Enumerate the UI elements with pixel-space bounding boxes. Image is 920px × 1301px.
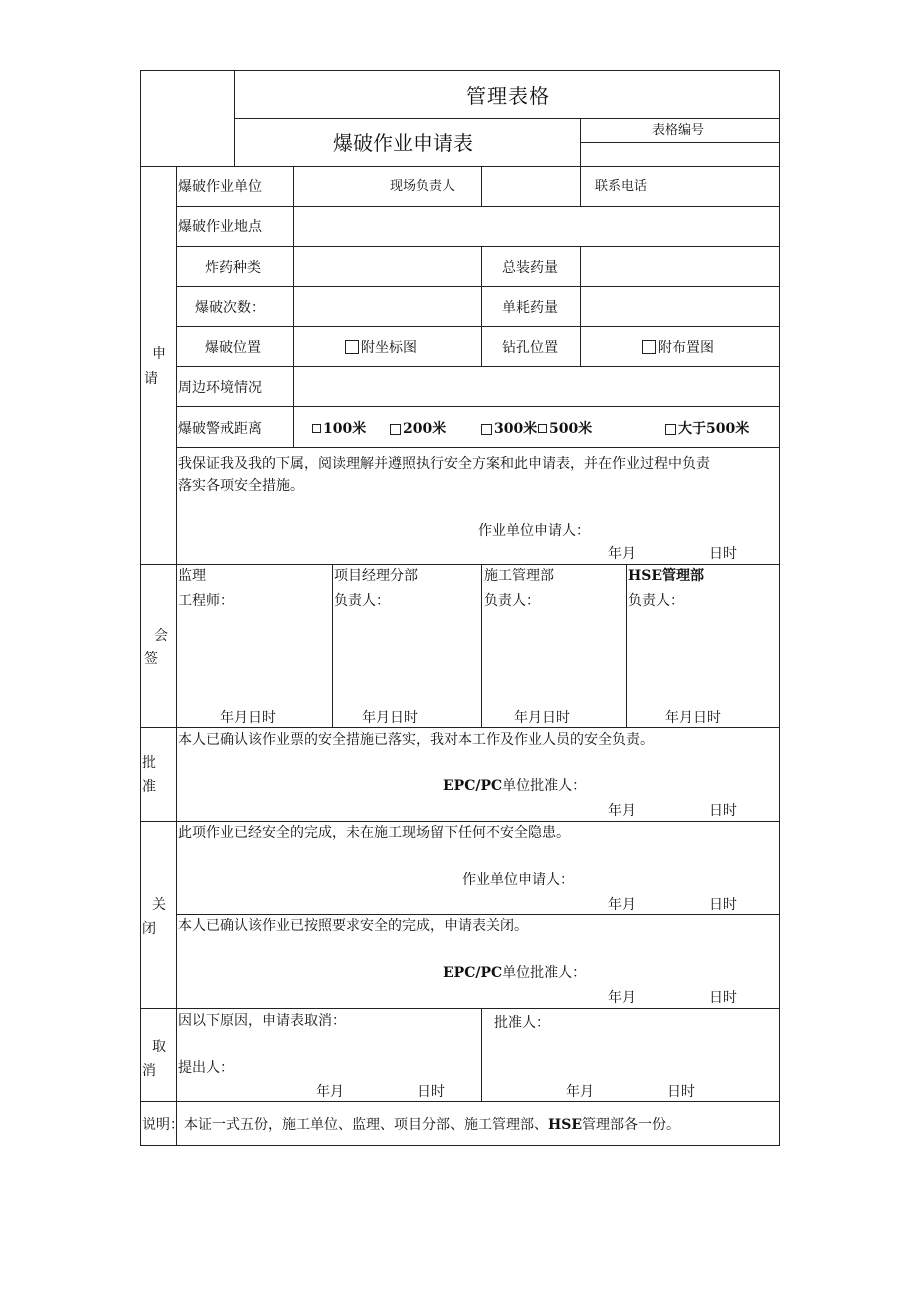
applicant-label: 作业单位申请人： <box>478 523 590 539</box>
unit-label: 爆破作业单位 <box>178 179 262 195</box>
close-date-dh-2: 日时 <box>709 990 737 1006</box>
footer-note <box>142 1116 680 1134</box>
border-top <box>140 70 780 71</box>
location-label: 爆破作业地点 <box>178 219 262 235</box>
warning-option-over-500[interactable] <box>665 420 749 438</box>
row-line <box>176 246 780 247</box>
note-prefix: 说明：本证一式五份，施工单位、监理、项目分部、施工管理部、 <box>142 1117 548 1133</box>
option-label: 附布置图 <box>658 340 714 356</box>
close-date-dh-1: 日时 <box>709 897 737 913</box>
border-right <box>779 70 780 1146</box>
phone-label: 联系电话 <box>595 179 648 194</box>
option-label: 大于500米 <box>678 421 750 437</box>
section-label-approve-2: 准 <box>142 779 156 795</box>
row-line <box>176 447 780 448</box>
cancel-reason-label: 因以下原因，申请表取消： <box>178 1013 346 1029</box>
section-label-sign-2: 签 <box>144 651 158 667</box>
leader-field[interactable] <box>488 178 574 196</box>
option-label: 300米 <box>494 421 538 437</box>
approve-date-ym: 年月 <box>608 803 636 819</box>
environment-label: 周边环境情况 <box>178 380 262 396</box>
approve-approver <box>443 777 586 795</box>
warning-option-500[interactable] <box>538 420 592 438</box>
approver-prefix: EPC/PC <box>443 965 503 981</box>
unit-field[interactable] <box>300 178 380 196</box>
mid-col-divider <box>481 246 482 366</box>
header-bottom <box>140 166 780 167</box>
cancel-approver-date-ym: 年月 <box>566 1084 594 1100</box>
border-bottom <box>140 1145 780 1146</box>
supervisor-label-1: 监理 <box>178 568 206 584</box>
unit-consumption-label: 单耗药量 <box>502 300 558 316</box>
blast-count-field[interactable] <box>300 299 475 317</box>
mid-col-divider <box>580 166 581 206</box>
cancel-approver-date-dh: 日时 <box>667 1084 695 1100</box>
option-label: 100米 <box>323 421 367 437</box>
cancel-approver-label: 批准人： <box>494 1015 550 1031</box>
drill-position-label: 钻孔位置 <box>502 340 558 356</box>
approve-statement: 本人已确认该作业票的安全措施已落实，我对本工作及作业人员的安全负责。 <box>178 732 654 748</box>
mid-col-divider <box>481 166 482 206</box>
form-subtitle: 爆破作业申请表 <box>333 131 473 155</box>
section-label-close-1: 关 <box>152 897 166 913</box>
approver-label: 单位批准人： <box>502 778 587 794</box>
mid-col-divider <box>580 246 581 366</box>
section-label-sign-1: 会 <box>154 628 168 644</box>
form-number-value[interactable] <box>590 146 770 164</box>
warning-option-200[interactable] <box>390 420 446 438</box>
total-charge-field[interactable] <box>588 259 773 277</box>
supervisor-date: 年月日时 <box>220 710 276 726</box>
apply-date-dh: 日时 <box>709 546 737 562</box>
sign-col-divider <box>332 564 333 727</box>
section-line <box>140 821 780 822</box>
phone-field[interactable] <box>665 178 773 196</box>
section-label-cancel-2: 消 <box>142 1063 156 1079</box>
checkbox[interactable] <box>481 424 492 435</box>
section-line <box>140 1008 780 1009</box>
warning-option-300[interactable] <box>481 420 537 438</box>
explosive-field[interactable] <box>300 259 475 277</box>
label-col-divider <box>293 166 294 447</box>
approver-prefix: EPC/PC <box>443 778 503 794</box>
guarantee-statement-line1: 我保证我及我的下属，阅读理解并遵照执行安全方案和此申请表，并在作业过程中负责 <box>178 456 710 472</box>
hse-label-2: 负责人： <box>628 593 684 609</box>
pm-date: 年月日时 <box>362 710 418 726</box>
pm-label-2: 负责人： <box>334 593 390 609</box>
header-mid-line <box>234 118 780 119</box>
hse-date: 年月日时 <box>665 710 721 726</box>
total-charge-label: 总装药量 <box>502 260 558 276</box>
cancel-proposer-label: 提出人： <box>178 1060 234 1076</box>
note-hse: HSE <box>548 1117 583 1133</box>
pm-label-1: 项目经理分部 <box>334 568 418 584</box>
construction-label-2: 负责人： <box>484 593 540 609</box>
form-no-line <box>580 142 780 143</box>
close-statement-2: 本人已确认该作业已按照要求安全的完成，申请表关闭。 <box>178 918 528 934</box>
section-line <box>140 564 780 565</box>
option-label: 500米 <box>549 421 593 437</box>
leader-label: 现场负责人 <box>390 179 456 194</box>
option-label: 附坐标图 <box>361 340 417 356</box>
section-label-approve-1: 批 <box>142 755 156 771</box>
drill-position-option[interactable] <box>642 339 714 357</box>
page-title: 管理表格 <box>466 84 550 108</box>
row-line <box>176 366 780 367</box>
checkbox[interactable] <box>538 424 547 433</box>
row-line <box>176 914 780 915</box>
guarantee-statement-line2: 落实各项安全措施。 <box>178 478 304 494</box>
section-label-apply-2: 请 <box>144 371 158 387</box>
approver-label: 单位批准人： <box>502 965 587 981</box>
location-field[interactable] <box>300 218 770 236</box>
environment-field[interactable] <box>300 379 770 397</box>
close-applicant-label: 作业单位申请人： <box>462 872 574 888</box>
section-label-close-2: 闭 <box>142 921 156 937</box>
close-statement-1: 此项作业已经安全的完成，未在施工现场留下任何不安全隐患。 <box>178 825 570 841</box>
hse-label-1: HSE管理部 <box>628 568 705 584</box>
row-line <box>176 206 780 207</box>
section-line <box>140 1101 780 1102</box>
warning-distance-label: 爆破警戒距离 <box>178 421 262 437</box>
apply-label-col <box>176 166 177 1146</box>
approve-date-dh: 日时 <box>709 803 737 819</box>
checkbox[interactable] <box>345 340 359 354</box>
option-label: 200米 <box>403 421 447 437</box>
section-line <box>140 727 780 728</box>
construction-date: 年月日时 <box>514 710 570 726</box>
row-line <box>176 326 780 327</box>
blast-count-label: 爆破次数： <box>195 300 265 316</box>
sign-col-divider <box>481 564 482 727</box>
row-line <box>176 406 780 407</box>
apply-date-ym: 年月 <box>608 546 636 562</box>
section-label-apply-1: 申 <box>152 346 166 362</box>
checkbox[interactable] <box>312 424 321 433</box>
close-approver <box>443 964 586 982</box>
row-line <box>176 286 780 287</box>
cancel-proposer-date-dh: 日时 <box>417 1084 445 1100</box>
form-number-label: 表格编号 <box>652 123 705 138</box>
supervisor-label-2: 工程师： <box>178 593 234 609</box>
note-suffix: 管理部各一份。 <box>582 1117 681 1133</box>
construction-label-1: 施工管理部 <box>484 568 554 584</box>
checkbox[interactable] <box>642 340 656 354</box>
sign-col-divider <box>626 564 627 727</box>
section-label-cancel-1: 取 <box>152 1039 166 1055</box>
close-date-ym-1: 年月 <box>608 897 636 913</box>
border-left <box>140 70 141 1146</box>
checkbox[interactable] <box>665 424 676 435</box>
cancel-proposer-date-ym: 年月 <box>316 1084 344 1100</box>
close-date-ym-2: 年月 <box>608 990 636 1006</box>
blast-position-option[interactable] <box>345 339 417 357</box>
blast-position-label: 爆破位置 <box>205 340 261 356</box>
checkbox[interactable] <box>390 424 401 435</box>
warning-option-100[interactable] <box>312 420 366 438</box>
explosive-label: 炸药种类 <box>205 260 261 276</box>
unit-consumption-field[interactable] <box>588 299 773 317</box>
cancel-col-divider <box>481 1008 482 1101</box>
